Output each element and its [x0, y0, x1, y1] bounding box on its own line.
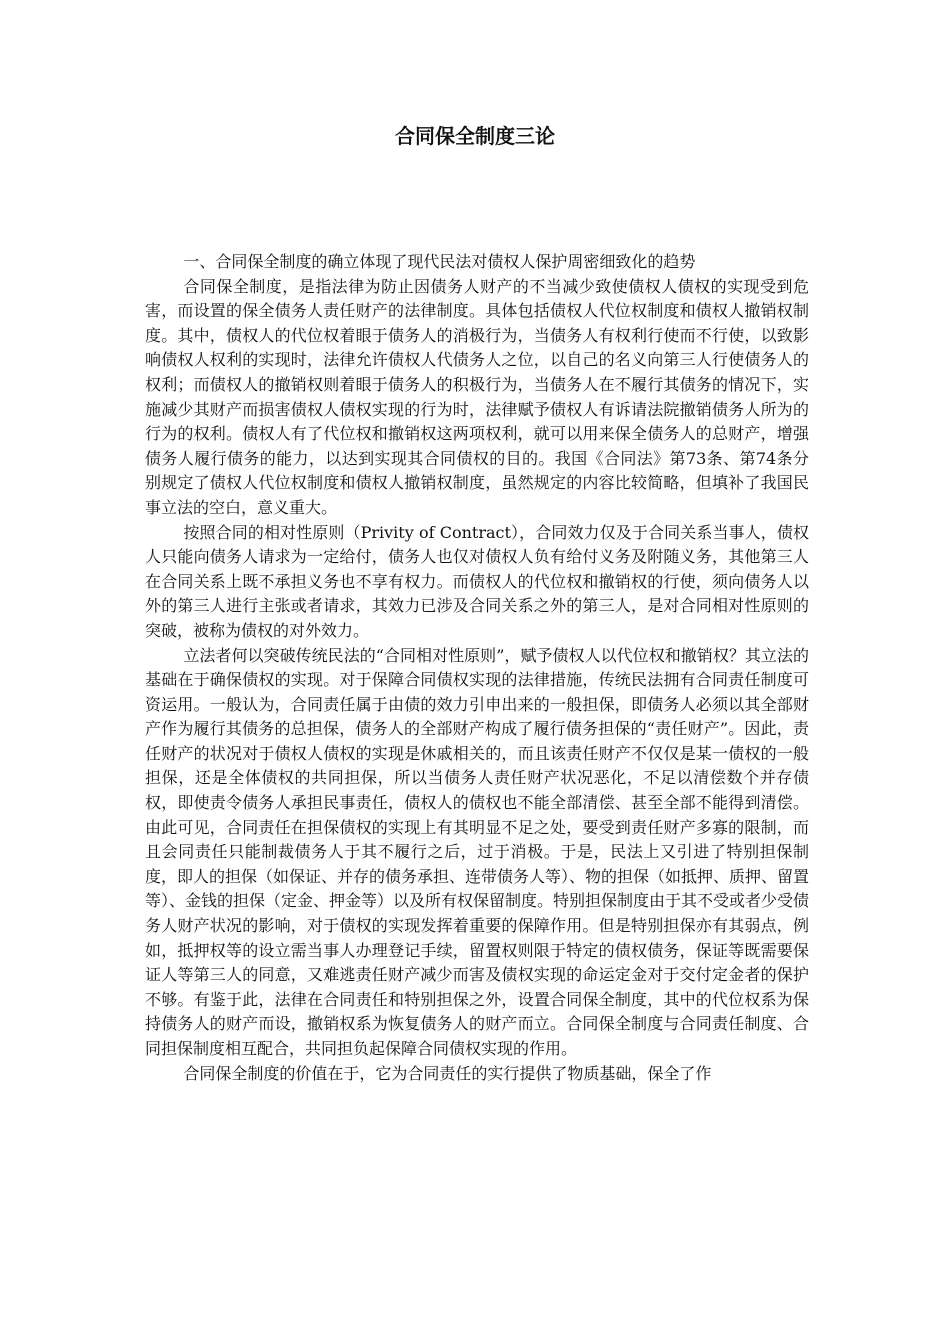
paragraph-3: 立法者何以突破传统民法的“合同相对性原则”，赋予债权人以代位权和撤销权？其立法的基础在于确保债权的实现。对于保障合同债权实现的法律措施，传统民法拥有合同责任制度可资运用。一般认为，合同责任属于由债的效力引申出来的一般担保，即债务人必须以其全部财产作为履行其债务的总担保，债务人的全部财产构成了履行债务担保的“责任财产”。因此，责任财产的状况对于债权人债权的实现是休戚相关的，而且该责任财产不仅仅是某一债权的一般担保，还是全体债权的共同担保，所以当债务人责任财产状况恶化，不足以清偿数个并存债权，即使责令债务人承担民事责任，债权人的债权也不能全部清偿、甚至全部不能得到清偿。由此可见，合同责任在担保债权的实现上有其明显不足之处，要受到责任财产多寡的限制，而且会同责任只能制裁债务人于其不履行之后，过于消极。于是，民法上又引进了特别担保制度，即人的担保（如保证、并存的债务承担、连带债务人等）、物的担保（如抵押、质押、留置等）、金钱的担保（定金、押金等）以及所有权保留制度。特别担保制度由于其不受或者少受债务人财产状况的影响，对于债权的实现发挥着重要的保障作用。但是特别担保亦有其弱点，例如，抵押权等的设立需当事人办理登记手续，留置权则限于特定的债权债务，保证等既需要保证人等第三人的同意，又难逃责任财产减少而害及债权实现的命运定金对于交付定金者的保护不够。有鉴于此，法律在合同责任和特别担保之外，设置合同保全制度，其中的代位权系为保持债务人的财产而设，撤销权系为恢复债务人的财产而立。合同保全制度与合同责任制度、合同担保制度相互配合，共同担负起保障合同债权实现的作用。: [145, 645, 810, 1058]
paragraph-1: 合同保全制度，是指法律为防止因债务人财产的不当减少致使债权人债权的实现受到危害，而设置的保全债务人责任财产的法律制度。具体包括债权人代位权制度和债权人撤销权制度。其中，债权人的代位权着眼于债务人的消极行为，当债务人有权利行使而不行使，以致影响债权人权利的实现时，法律允许债权人代债务人之位，以自己的名义向第三人行使债务人的权利；而债权人的撤销权则着眼于债务人的积极行为，当债务人在不履行其债务的情况下，实施减少其财产而损害债权人债权实现的行为时，法律赋予债权人有诉请法院撤销债务人所为的行为的权利。债权人有了代位权和撤销权这两项权利，就可以用来保全债务人的总财产，增强债务人履行债务的能力，以达到实现其合同债权的目的。我国《合同法》第73条、第74条分别规定了债权人代位权制度和债权人撤销权制度，虽然规定的内容比较简略，但填补了我国民事立法的空白，意义重大。: [145, 276, 809, 517]
document-title: 合同保全制度三论: [395, 124, 555, 148]
paragraph-2: 按照合同的相对性原则（Privity of Contract），合同效力仅及于合同关系当事人，债权人只能向债务人请求为一定给付，债务人也仅对债权人负有给付义务及附随义务，其他第三人在合同关系上既不承担义务也不享有权力。而债权人的代位权和撤销权的行使，须向债务人以外的第三人进行主张或者请求，其效力已涉及合同关系之外的第三人，是对合同相对性原则的突破，被称为债权的对外效力。: [145, 522, 809, 640]
section-heading: 一、合同保全制度的确立体现了现代民法对债权人保护周密细致化的趋势: [183, 252, 696, 271]
paragraph-4: 合同保全制度的价值在于，它为合同责任的实行提供了物质基础，保全了作: [183, 1063, 712, 1083]
document-body: [145, 250, 809, 1086]
